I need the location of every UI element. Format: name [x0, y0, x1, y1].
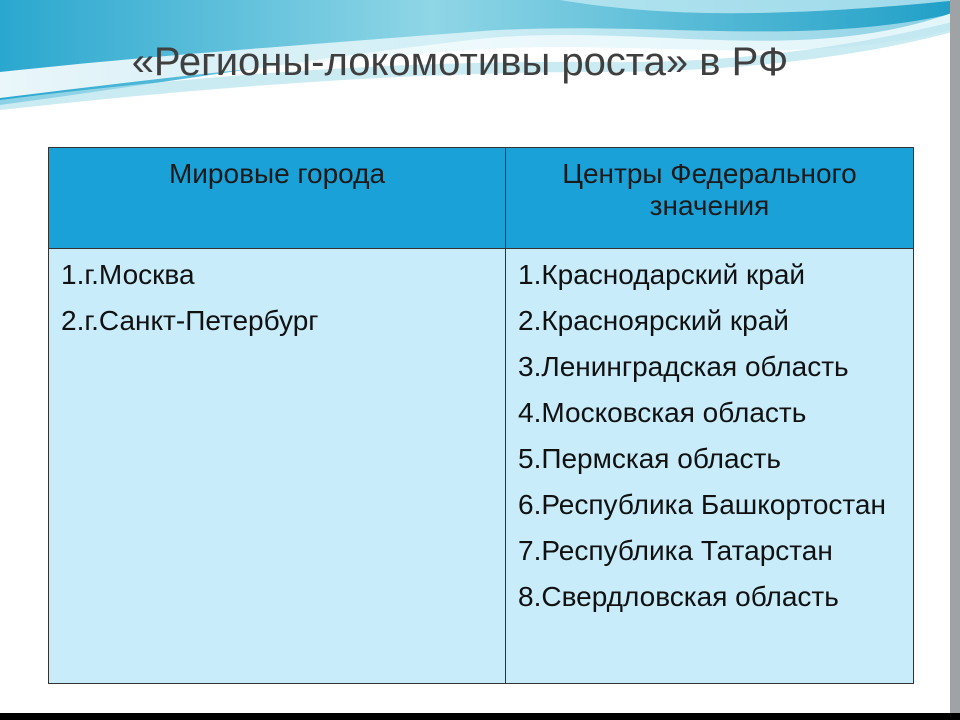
list-item: 2.Красноярский край: [518, 305, 789, 336]
bottom-frame-bar: [0, 713, 960, 720]
table-row: [49, 249, 914, 684]
list-item: 1.г.Москва: [61, 259, 195, 290]
list-item: 2.г.Санкт-Петербург: [61, 305, 319, 336]
world-cities-cell: [49, 249, 506, 684]
list-item: 7.Республика Татарстан: [518, 535, 833, 566]
federal-centers-cell: [506, 249, 914, 684]
list-item: 3.Ленинградская область: [518, 351, 849, 382]
header-world-cities: Мировые города: [49, 148, 506, 249]
world-cities-list: [61, 259, 493, 337]
slide-title: «Регионы-локомотивы роста» в РФ: [131, 40, 789, 84]
list-item: 5.Пермская область: [518, 443, 781, 474]
federal-centers-list: [518, 259, 901, 613]
table-header-row: [49, 148, 914, 249]
list-item: 6.Республика Башкортостан: [518, 489, 886, 520]
header-federal-centers: Центры Федерального значения: [506, 148, 914, 249]
list-item: 1.Краснодарский край: [518, 259, 806, 290]
list-item: 8.Свердловская область: [518, 581, 839, 612]
right-frame-bar: [950, 0, 960, 720]
list-item: 4.Московская область: [518, 397, 807, 428]
regions-table: [48, 147, 914, 684]
